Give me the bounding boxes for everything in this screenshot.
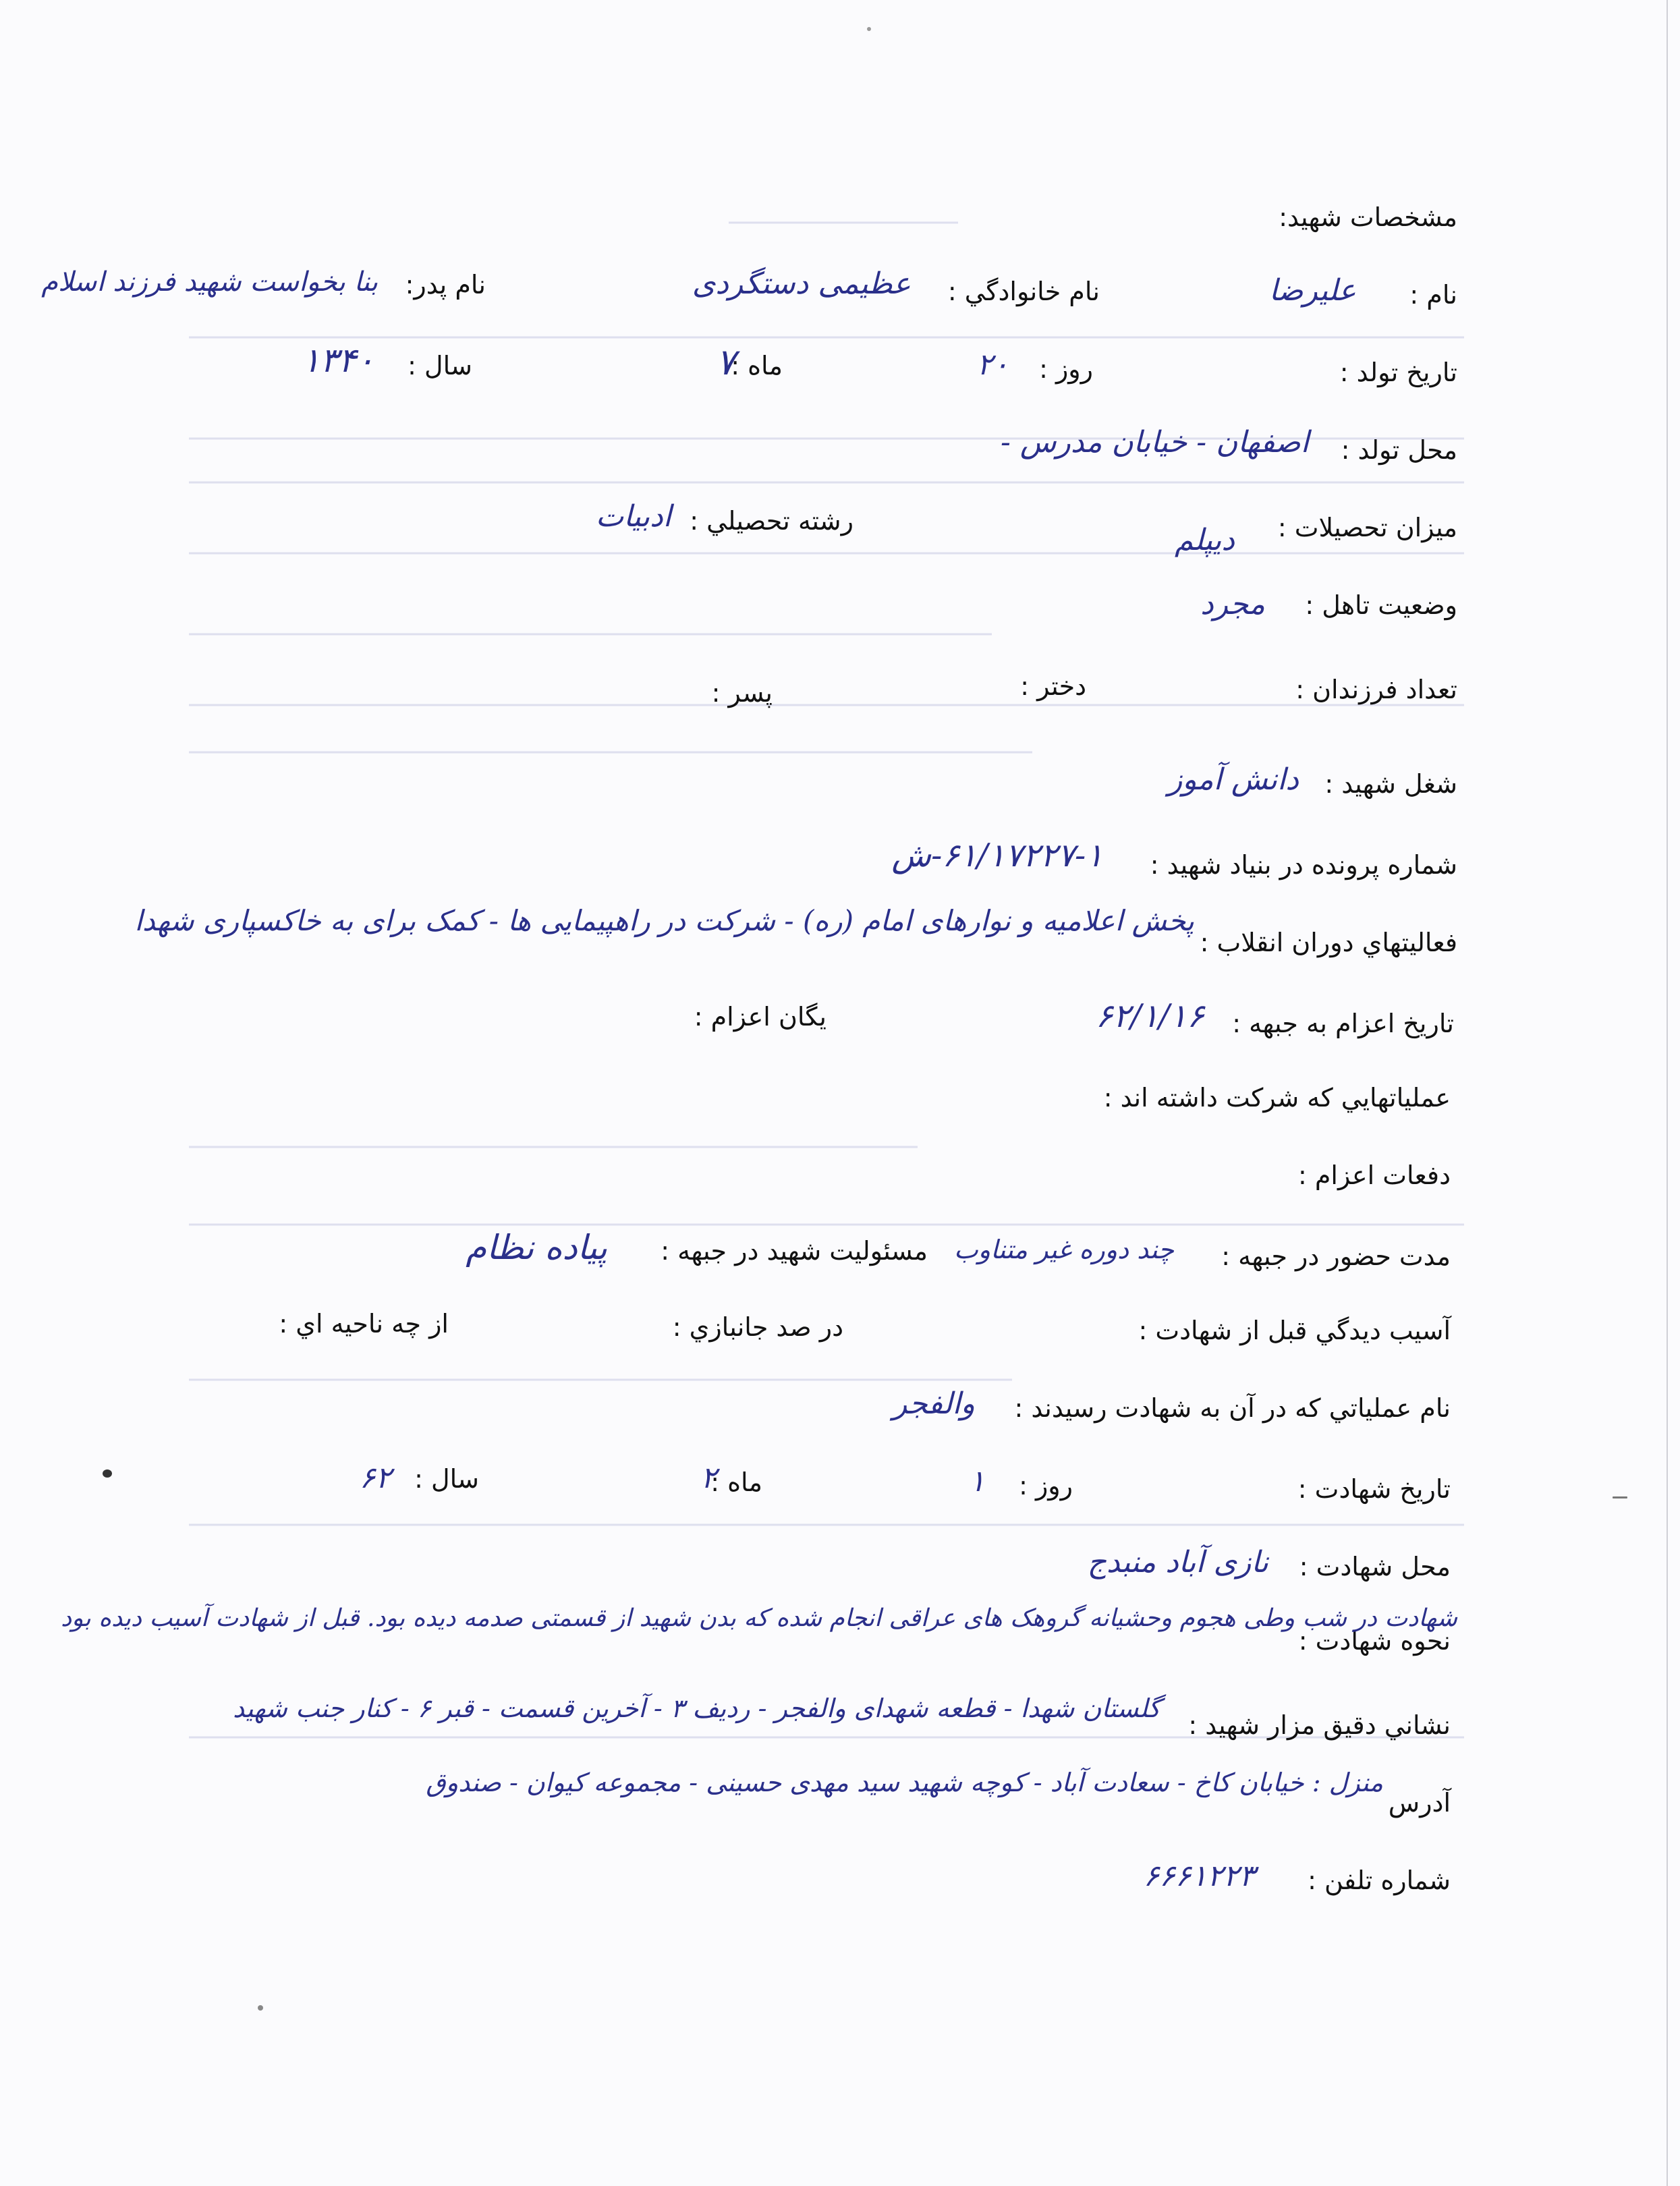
occupation-label: شغل شهيد : xyxy=(1324,769,1457,799)
martyrdom-month-value: ۲ xyxy=(700,1461,717,1495)
education-level-label: ميزان تحصيلات : xyxy=(1277,513,1457,542)
grave-location-value: گلستان شهدا - قطعه شهدای والفجر - ردیف ۳ - آخرین قسمت - قبر ۶ - کنار جنب شهید xyxy=(233,1693,1160,1723)
dispatch-date-value: ۶۲/۱/۱۶ xyxy=(1095,997,1204,1035)
scan-speck xyxy=(103,1469,112,1478)
dispatch-date-label: تاريخ اعزام به جبهه : xyxy=(1232,1009,1454,1038)
front-duration-label: مدت حضور در جبهه : xyxy=(1221,1241,1451,1271)
family-name-value: عظیمی دستگردی xyxy=(692,267,911,301)
birth-place-value: اصفهان - خیابان مدرس - xyxy=(1001,425,1309,459)
case-number-label: شماره پرونده در بنياد شهيد : xyxy=(1150,850,1457,880)
martyrdom-day-label: روز : xyxy=(1019,1471,1073,1501)
prior-injury-label: آسيب ديدگي قبل از شهادت : xyxy=(1138,1316,1451,1345)
marital-status-value: مجرد xyxy=(1200,587,1265,621)
birth-month-label: ماه : xyxy=(731,351,783,381)
birth-month-value: ۷ xyxy=(715,341,735,383)
scan-right-edge xyxy=(1667,0,1668,2186)
home-address-label: آدرس xyxy=(1388,1788,1451,1818)
phone-label: شماره تلفن : xyxy=(1308,1866,1451,1895)
martyrdom-operation-value: والفجر xyxy=(893,1386,975,1421)
father-name-label: نام پدر: xyxy=(405,270,486,300)
birth-year-label: سال : xyxy=(408,351,472,381)
field-of-study-label: رشته تحصيلي : xyxy=(690,506,853,536)
martyrdom-manner-value: شهادت در شب وطی هجوم وحشیانه گروهک های عراقی انجام شده که بدن شهید از قسمتی صدمه دیده بود. قبل از شهادت آسیب دیده بود xyxy=(61,1604,1457,1632)
birth-year-value: ۱۳۴۰ xyxy=(302,341,374,380)
sons-label: پسر : xyxy=(711,678,773,708)
dispatch-count-label: دفعات اعزام : xyxy=(1297,1160,1451,1190)
grave-location-label: نشاني دقيق مزار شهيد : xyxy=(1188,1710,1451,1740)
scan-speck xyxy=(1613,1496,1627,1498)
revolution-activities-label: فعاليتهاي دوران انقلاب : xyxy=(1200,928,1457,957)
martyrdom-month-label: ماه : xyxy=(710,1467,762,1497)
front-duration-value: چند دوره غیر متناوب xyxy=(954,1235,1174,1264)
phone-value: ۶۶۶۱۲۲۳ xyxy=(1143,1859,1255,1893)
martyrdom-year-value: ۶۲ xyxy=(359,1461,391,1495)
field-of-study-value: ادبیات xyxy=(595,499,671,534)
birth-date-label: تاريخ تولد : xyxy=(1339,358,1457,387)
martyrdom-operation-label: نام عملياتي كه در آن به شهادت رسيدند : xyxy=(1014,1393,1451,1423)
revolution-activities-value: پخش اعلامیه و نوارهای امام (ره) - شرکت در راهپیمایی ها - کمک برای به خاکسپاری شهدا xyxy=(134,904,1194,937)
daughters-label: دختر : xyxy=(1020,671,1086,701)
family-name-label: نام خانوادگي : xyxy=(947,277,1100,306)
form-title: مشخصات شهید: xyxy=(1279,202,1457,232)
marital-status-label: وضعيت تاهل : xyxy=(1305,590,1457,620)
martyrdom-year-label: سال : xyxy=(414,1464,479,1494)
first-name-value: علیرضا xyxy=(1268,273,1356,308)
responsibility-label: مسئوليت شهيد در جبهه : xyxy=(661,1236,928,1266)
birth-day-value: ۲۰ xyxy=(976,347,1009,382)
disability-percent-label: در صد جانبازي : xyxy=(672,1312,843,1342)
scan-speck xyxy=(867,27,871,31)
martyrdom-manner-label: نحوه شهادت : xyxy=(1298,1626,1451,1656)
responsibility-value: پیاده نظام xyxy=(466,1228,607,1267)
first-name-label: نام : xyxy=(1409,280,1457,310)
martyrdom-day-value: ۱ xyxy=(969,1464,985,1498)
father-name-value: بنا بخواست شهید فرزند اسلام xyxy=(41,267,378,298)
occupation-value: دانش آموز xyxy=(1168,762,1299,797)
education-level-value: دیپلم xyxy=(1175,523,1235,557)
dispatch-unit-label: يگان اعزام : xyxy=(694,1002,827,1032)
operations-label: عملياتهايي كه شركت داشته اند : xyxy=(1103,1083,1451,1113)
home-address-value: منزل : خیابان کاخ - سعادت آباد - کوچه شهید سید مهدی حسینی - مجموعه کیوان - صندوق xyxy=(426,1768,1383,1797)
birth-place-label: محل تولد : xyxy=(1341,435,1457,465)
martyrdom-place-label: محل شهادت : xyxy=(1299,1552,1451,1581)
scan-speck xyxy=(258,2005,263,2011)
martyrdom-place-value: نازی آباد منبدج xyxy=(1087,1545,1268,1579)
birth-day-label: روز : xyxy=(1039,354,1093,384)
children-count-label: تعداد فرزندان : xyxy=(1295,675,1457,704)
martyrdom-date-label: تاريخ شهادت : xyxy=(1297,1474,1451,1504)
injury-region-label: از چه ناحيه اي : xyxy=(279,1309,449,1339)
case-number-value: ۶۱/۱۷۲۲۷-۱-ش xyxy=(891,837,1103,874)
